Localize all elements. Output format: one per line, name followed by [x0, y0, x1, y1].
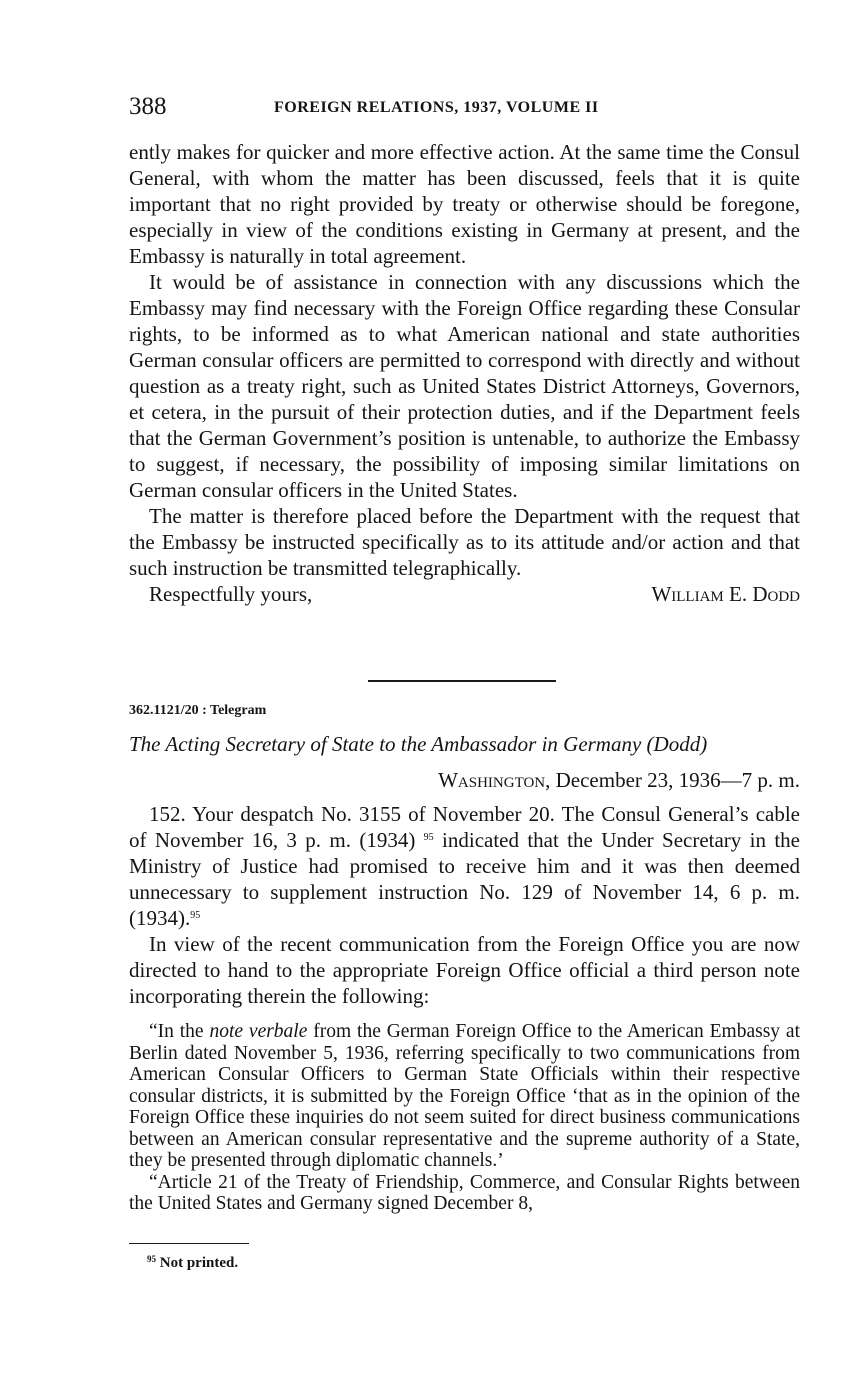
document-title: The Acting Secretary of State to the Ambassador in Germany (Dodd) [129, 732, 708, 756]
closing-line [129, 581, 800, 607]
page-number: 388 [129, 93, 167, 120]
quoted-paragraph: “Article 21 of the Treaty of Friendship, Commerce, and Consular Rights between the United States and Germany signed December 8, [129, 1171, 800, 1214]
dateline-date: , December 23, 1936—7 p. m. [545, 768, 800, 792]
continuation-text [129, 139, 800, 607]
signature: William E. Dodd [651, 582, 800, 606]
dateline-place: Washington [438, 768, 546, 792]
closing: Respectfully yours, [149, 582, 313, 606]
telegram-text [129, 801, 800, 1215]
section-divider [368, 680, 556, 682]
quoted-paragraph [129, 1021, 800, 1172]
footnote-text: Not printed. [159, 1255, 239, 1271]
document-reference: 362.1121/20 : Telegram [129, 703, 267, 718]
paragraph: In view of the recent communication from the Foreign Office you are now directed to hand to the appropriate Foreign Office official a third person note incorporating therein the following: [129, 932, 800, 1008]
paragraph [129, 801, 800, 931]
footnote-mark: 95 [147, 1254, 156, 1264]
paragraph-text: 152. Your despatch No. 3155 of November 20. The Consul General’s cable of November 16, 3 p. m. (1934) [129, 802, 800, 852]
dateline [438, 768, 800, 793]
paragraph: The matter is therefore placed before the Department with the request that the Embassy be instructed specifically as to its attitude and/or action and that such instruction be transmitted telegraphically. [129, 504, 800, 580]
footnote-ref: 95 [190, 910, 201, 921]
quote-text: “In the [149, 1021, 210, 1042]
paragraph-text: indicated that the Under Secretary in the Ministry of Justice had promised to receive him and it was then deemed unnecessary to supplement instruction No. 129 of November 14, 6 p. m. (1934). [129, 828, 800, 930]
quote-emphasis: note verbale [209, 1021, 308, 1042]
paragraph: It would be of assistance in connection with any discussions which the Embassy may find necessary with the Foreign Office regarding these Consular rights, to be informed as to what American national and state authorities German consular officers are permitted to correspond with directly and without question as a treaty right, such as United States District Attorneys, Governors, et cetera, in the pursuit of their protection duties, and if the Department feels that the German Government’s position is untenable, to authorize the Embassy to suggest, if necessary, the possibility of imposing similar limitations on German consular officers in the United States. [129, 270, 800, 502]
page-header [129, 93, 800, 123]
footnote-ref: 95 [423, 832, 434, 843]
paragraph: ently makes for quicker and more effective action. At the same time the Consul General, with whom the matter has been discussed, feels that it is quite important that no right provided by treaty or otherwise should be foregone, especially in view of the conditions existing in Germany at present, and the Embassy is naturally in total agreement. [129, 140, 800, 268]
footnote [147, 1255, 238, 1272]
quote-text: from the German Foreign Office to the American Embassy at Berlin dated November 5, 1936, referring specifically to two communications from American Consular Officers to German State Officials within their respective consular districts, it is submitted by the Foreign Office ‘that as in the opinion of the Foreign Office these inquiries do not seem suited for direct business communications between an American consular representative and the supreme authority of a State, they be presented through diplomatic channels.’ [129, 1021, 800, 1171]
running-head: FOREIGN RELATIONS, 1937, VOLUME II [274, 99, 599, 116]
footnote-rule [129, 1243, 249, 1244]
